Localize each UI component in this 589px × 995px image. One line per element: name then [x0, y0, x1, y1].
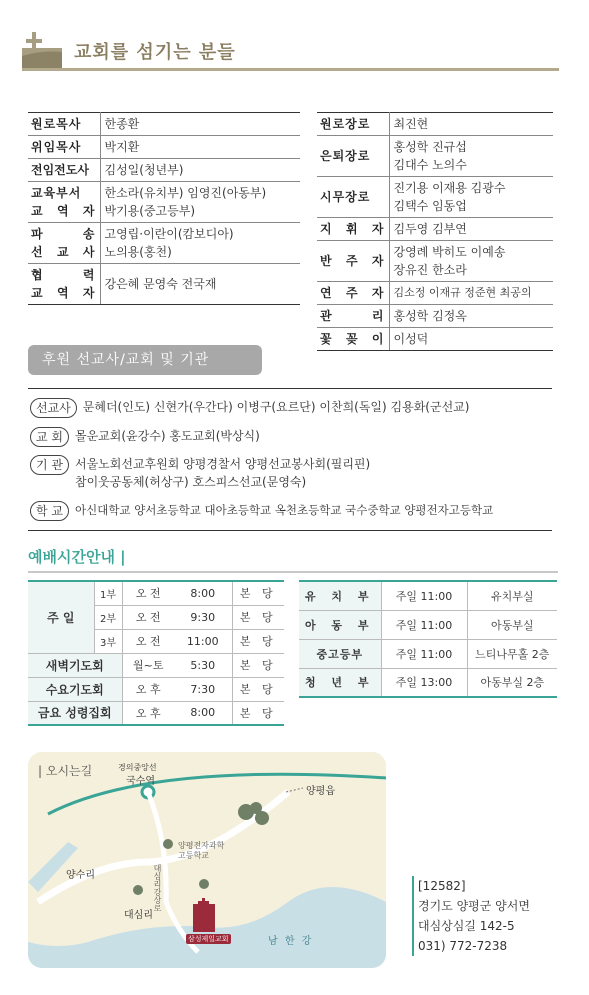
- worship-ampm: 오 후: [122, 677, 174, 701]
- section-header: [22, 28, 559, 74]
- staff-row: [317, 113, 553, 136]
- staff-value-line: 홍성학 진규섭: [393, 140, 467, 154]
- staff-label-line: 교육부서: [31, 186, 82, 200]
- divider: [28, 388, 552, 389]
- staff-value-multi: [389, 177, 553, 218]
- staff-value: 최진현: [389, 113, 553, 136]
- staff-value-line: 박기용(중고등부): [104, 204, 196, 218]
- supporter-tag: 선교사: [30, 398, 77, 418]
- worship-group: 수요기도회: [28, 677, 122, 701]
- worship-table-departments: [299, 580, 557, 698]
- dept-time: 주일 11:00: [381, 581, 467, 610]
- worship-title: 예배시간안내 |: [28, 548, 126, 566]
- staff-row: [317, 136, 553, 177]
- table-row: [28, 653, 284, 677]
- staff-row: [28, 223, 300, 264]
- worship-table-main: [28, 580, 284, 726]
- address-line-1: 경기도 양평군 양서면: [418, 899, 530, 913]
- staff-label-line: 협 력: [31, 268, 96, 282]
- supporter-row-schools: [30, 501, 493, 521]
- supporter-text-multi: [75, 455, 370, 491]
- staff-label: 원로목사: [28, 113, 100, 136]
- staff-label-line: 파 송: [31, 227, 96, 241]
- staff-label: 관 리: [317, 305, 389, 328]
- staff-value-line: 김대수 노의수: [393, 158, 467, 172]
- supporter-tag: 기 관: [30, 455, 69, 475]
- supporter-text-line: 서울노회선교후원회 양평경찰서 양평선교봉사회(필리핀): [75, 457, 371, 471]
- address-line-2: 대심상심길 142-5: [418, 919, 515, 933]
- dept-place: 유치부실: [467, 581, 557, 610]
- staff-row: [28, 113, 300, 136]
- supporter-tag: 교 회: [30, 427, 69, 447]
- section-title: 교회를 섬기는 분들: [74, 42, 236, 63]
- worship-place: 본 당: [232, 701, 284, 725]
- worship-group: 새벽기도회: [28, 653, 122, 677]
- worship-service-num: 3부: [94, 629, 122, 653]
- worship-place: 본 당: [232, 629, 284, 653]
- worship-group: 금요 성령집회: [28, 701, 122, 725]
- map-title: | 오시는길: [38, 764, 93, 778]
- map-church: 삼성제일교회: [188, 935, 229, 943]
- staff-value-multi: [389, 241, 553, 282]
- staff-value-line: 김택수 임동업: [393, 199, 467, 213]
- staff-value-line: 고영립·이란이(캄보디아): [104, 227, 234, 241]
- worship-place: 본 당: [232, 677, 284, 701]
- dept-place: 느티나무홀 2층: [467, 639, 557, 668]
- supporter-text: 아신대학교 양서초등학교 대아초등학교 옥천초등학교 국수중학교 양평전자고등학교: [75, 503, 494, 517]
- staff-row: [28, 264, 300, 305]
- staff-value: 박지환: [100, 136, 300, 159]
- staff-value-multi: [100, 223, 300, 264]
- address-zip: [12582]: [418, 879, 466, 893]
- staff-label-line: 교 역 자: [31, 286, 96, 300]
- staff-row: [317, 241, 553, 282]
- table-row: [28, 677, 284, 701]
- staff-label-multi: [28, 264, 100, 305]
- dept-time: 주일 11:00: [381, 639, 467, 668]
- staff-label-line: 교 역 자: [31, 204, 96, 218]
- staff-row: [317, 282, 553, 305]
- dept-name: 유 치 부: [299, 581, 381, 610]
- map-river: 남 한 강: [268, 936, 314, 947]
- worship-place: 본 당: [232, 605, 284, 629]
- worship-ampm: 오 전: [122, 581, 174, 605]
- worship-ampm: 월~토: [122, 653, 174, 677]
- map-village-1: 양수리: [66, 870, 95, 881]
- dept-name: 청 년 부: [299, 668, 381, 697]
- staff-row: [317, 218, 553, 241]
- map-line-label: 경의중앙선: [118, 763, 157, 772]
- staff-row: [28, 182, 300, 223]
- worship-time: 9:30: [174, 605, 232, 629]
- staff-value-line: 장유진 한소라: [393, 263, 467, 277]
- worship-group: 주 일: [28, 581, 94, 653]
- staff-value-multi: [389, 136, 553, 177]
- staff-label: 반 주 자: [317, 241, 389, 282]
- staff-label: 은퇴장로: [317, 136, 389, 177]
- supporter-text-line: 참이웃공동체(허상구) 호스피스선교(문영숙): [75, 475, 307, 489]
- staff-value-line: 한소라(유치부) 임영진(아동부): [104, 186, 267, 200]
- staff-label: 원로장로: [317, 113, 389, 136]
- worship-time: 5:30: [174, 653, 232, 677]
- staff-value: 한종환: [100, 113, 300, 136]
- directions-map[interactable]: [28, 752, 386, 968]
- staff-row: [317, 305, 553, 328]
- address-phone: 031) 772-7238: [418, 939, 508, 953]
- worship-ampm: 오 전: [122, 605, 174, 629]
- staff-row: [28, 136, 300, 159]
- map-road: 대심리강상로: [153, 864, 162, 912]
- staff-label: 위임목사: [28, 136, 100, 159]
- table-row: [28, 701, 284, 725]
- staff-label-multi: [28, 182, 100, 223]
- staff-value-line: 진기용 이재용 김광수: [393, 181, 506, 195]
- table-row: [299, 581, 557, 610]
- worship-place: 본 당: [232, 653, 284, 677]
- supporter-text: 문혜더(인도) 신현가(우간다) 이병구(요르단) 이찬희(독일) 김용화(군선교): [82, 400, 470, 414]
- worship-ampm: 오 전: [122, 629, 174, 653]
- church-cross-icon: [22, 30, 62, 70]
- divider: [28, 530, 552, 531]
- staff-label: 지 휘 자: [317, 218, 389, 241]
- supporter-row-missionaries: [30, 398, 469, 418]
- map-village-2: 대심리: [124, 910, 153, 921]
- map-station: 국수역: [126, 776, 155, 787]
- worship-service-num: 1부: [94, 581, 122, 605]
- staff-value-multi: [100, 182, 300, 223]
- staff-label: 시무장로: [317, 177, 389, 218]
- staff-label: 꽃 꽂 이: [317, 328, 389, 351]
- dept-name: 중고등부: [299, 639, 381, 668]
- worship-time: 8:00: [174, 701, 232, 725]
- staff-table-right: [317, 112, 553, 351]
- staff-label: 전임전도사: [28, 159, 100, 182]
- dept-name: 아 동 부: [299, 610, 381, 639]
- supporter-row-institutions: [30, 455, 370, 491]
- map-dest: 양평읍: [306, 786, 335, 797]
- supporter-row-churches: [30, 427, 260, 447]
- dept-place: 아동부실: [467, 610, 557, 639]
- dept-place: 아동부실 2층: [467, 668, 557, 697]
- table-row: [299, 610, 557, 639]
- staff-value: 강은혜 문영숙 전국재: [100, 264, 300, 305]
- supporter-tag: 학 교: [30, 501, 69, 521]
- table-row: [28, 581, 284, 605]
- worship-place: 본 당: [232, 581, 284, 605]
- staff-row: [317, 177, 553, 218]
- worship-time: 8:00: [174, 581, 232, 605]
- worship-ampm: 오 후: [122, 701, 174, 725]
- staff-value: 김소정 이재규 정준현 최공의: [389, 282, 553, 305]
- staff-label: 연 주 자: [317, 282, 389, 305]
- staff-value: 이성덕: [389, 328, 553, 351]
- staff-value: 김성일(청년부): [100, 159, 300, 182]
- table-row: [299, 639, 557, 668]
- staff-value: 홍성학 김정옥: [389, 305, 553, 328]
- staff-value: 김두영 김부연: [389, 218, 553, 241]
- address-block: [412, 876, 530, 956]
- supporter-text: 몰운교회(윤강수) 홍도교회(박상식): [75, 429, 260, 443]
- map-school: 양평전자과학: [178, 841, 225, 850]
- dept-time: 주일 13:00: [381, 668, 467, 697]
- staff-value-line: 강영례 박히도 이예송: [393, 245, 506, 259]
- worship-service-num: 2부: [94, 605, 122, 629]
- dept-time: 주일 11:00: [381, 610, 467, 639]
- supporters-title: 후원 선교사/교회 및 기관: [28, 345, 262, 375]
- staff-row: [28, 159, 300, 182]
- header-rule: [22, 68, 559, 71]
- worship-time: 7:30: [174, 677, 232, 701]
- staff-label-line: 선 교 사: [31, 245, 96, 259]
- worship-time: 11:00: [174, 629, 232, 653]
- staff-value-line: 노의용(홍천): [104, 245, 172, 259]
- staff-table-left: [28, 112, 300, 305]
- staff-label-multi: [28, 223, 100, 264]
- worship-rule: [28, 571, 558, 573]
- staff-row: [317, 328, 553, 351]
- table-row: [299, 668, 557, 697]
- map-school-2: 고등학교: [178, 851, 209, 860]
